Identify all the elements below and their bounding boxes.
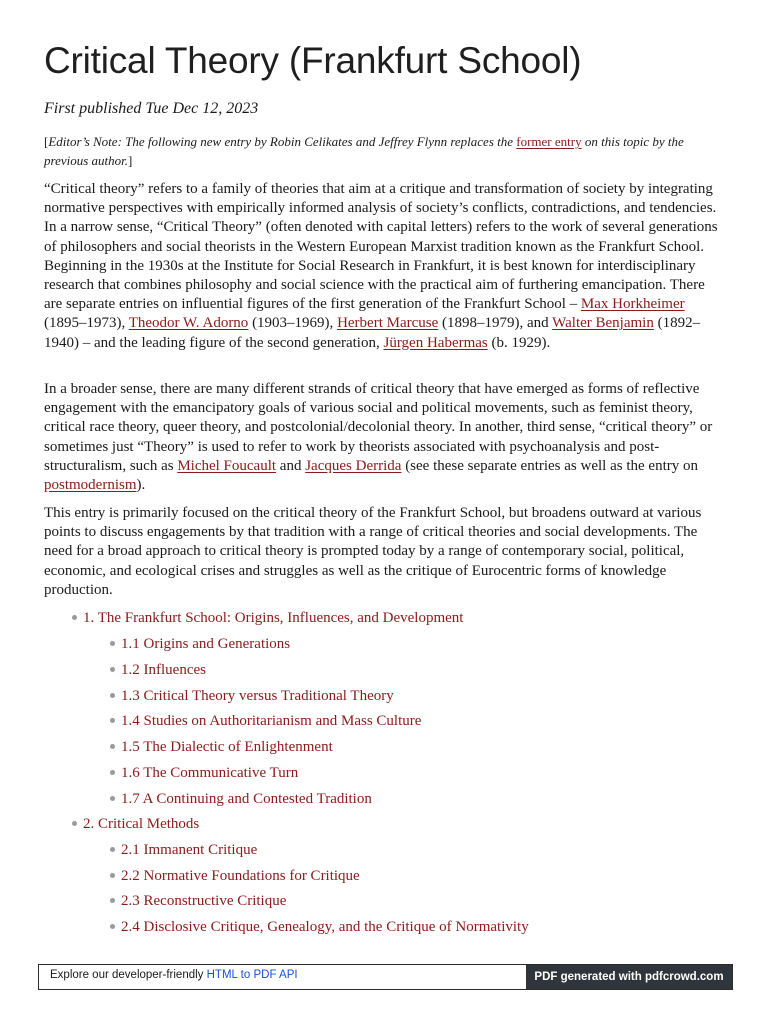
toc-item-section-2-1[interactable] bbox=[110, 841, 257, 859]
pdfcrowd-footer bbox=[38, 964, 733, 990]
toc-item-section-1-4[interactable] bbox=[110, 712, 421, 730]
benjamin-link[interactable]: Walter Benjamin bbox=[552, 315, 654, 332]
bullet-icon bbox=[110, 744, 115, 749]
derrida-link[interactable]: Jacques Derrida bbox=[305, 457, 402, 474]
editor-note-text-after: on this topic by the previous author. bbox=[44, 134, 684, 168]
toc-item-label: 1.1 Origins and Generations bbox=[121, 636, 291, 652]
editor-note-close-bracket: ] bbox=[128, 153, 133, 168]
p1-text: (1898–1979), and bbox=[438, 315, 553, 332]
foucault-link[interactable]: Michel Foucault bbox=[177, 457, 277, 474]
bullet-icon bbox=[110, 693, 115, 698]
editor-note-text-before: Editor’s Note: The following new entry by Robin Celikates and Jeffrey Flynn replaces the bbox=[48, 134, 517, 149]
bullet-icon bbox=[110, 847, 115, 852]
editor-note-open-bracket: [ bbox=[44, 134, 49, 149]
footer-promo bbox=[50, 969, 298, 981]
p2-text: In a broader sense, there are many different strands of critical theory that have emerged as forms of reflective engagement with the emancipatory goals of various social and political movements, such as feminist theory, critical race theory, queer theory, and postcolonial/decolonial theory. In another, third sense, “critical theory” or sometimes just “Theory” is used to refer to work by theorists associated with psychoanalysis and post-structuralism, such as bbox=[44, 381, 713, 474]
publication-date: First published Tue Dec 12, 2023 bbox=[44, 100, 259, 117]
p1-text: (1903–1969), bbox=[248, 315, 338, 332]
toc-item-section-2-3[interactable] bbox=[110, 892, 286, 910]
intro-paragraph-2 bbox=[44, 380, 724, 495]
html-to-pdf-api-link[interactable]: HTML to PDF API bbox=[206, 969, 298, 981]
p1-text: (1895–1973), bbox=[44, 315, 129, 332]
toc-item-label: 2.2 Normative Foundations for Critique bbox=[121, 868, 360, 884]
former-entry-link[interactable]: former entry bbox=[516, 134, 582, 149]
intro-paragraph-1 bbox=[44, 180, 724, 353]
bullet-icon bbox=[110, 873, 115, 878]
bullet-icon bbox=[72, 615, 77, 620]
toc-item-section-2[interactable] bbox=[72, 815, 199, 833]
bullet-icon bbox=[110, 924, 115, 929]
toc-item-section-2-4[interactable] bbox=[110, 918, 529, 936]
toc-item-section-1-1[interactable] bbox=[110, 635, 290, 653]
toc-item-section-1-6[interactable] bbox=[110, 764, 298, 782]
toc-item-label: 1. The Frankfurt School: Origins, Influences, and Development bbox=[83, 610, 464, 626]
page-title: Critical Theory (Frankfurt School) bbox=[44, 40, 582, 81]
p1-text: “Critical theory” refers to a family of theories that aim at a critique and transformation of society by integrating normative perspectives with empirically informed analysis of society’s conflicts, contradictions, and tendencies. In a narrow sense, “Critical Theory” (often denoted with capital letters) refers to the work of several generations of philosophers and social theorists in the Western European Marxist tradition known as the Frankfurt School. Beginning in the 1930s at the Institute for Social Research in Frankfurt, it is best known for interdisciplinary research that combines philosophy and social science with the practical aim of furthering emancipation. There are separate entries on influential figures of the first generation of the Frankfurt School – bbox=[44, 181, 718, 313]
toc-item-label: 1.4 Studies on Authoritarianism and Mass Culture bbox=[121, 713, 422, 729]
pdfcrowd-badge[interactable]: PDF generated with pdfcrowd.com bbox=[526, 965, 732, 989]
toc-item-section-2-2[interactable] bbox=[110, 867, 360, 885]
postmodernism-link[interactable]: postmodernism bbox=[44, 477, 137, 494]
adorno-link[interactable]: Theodor W. Adorno bbox=[128, 315, 249, 332]
bullet-icon bbox=[72, 821, 77, 826]
p2-text: (see these separate entries as well as the entry on bbox=[401, 457, 698, 474]
p2-text: ). bbox=[136, 477, 146, 494]
bullet-icon bbox=[110, 770, 115, 775]
footer-promo-text: Explore our developer-friendly bbox=[50, 969, 207, 981]
bullet-icon bbox=[110, 667, 115, 672]
toc-item-label: 2.3 Reconstructive Critique bbox=[121, 893, 287, 909]
toc-item-label: 2. Critical Methods bbox=[83, 816, 200, 832]
toc-item-label: 2.1 Immanent Critique bbox=[121, 842, 258, 858]
horkheimer-link[interactable]: Max Horkheimer bbox=[580, 296, 685, 313]
intro-paragraph-3: This entry is primarily focused on the critical theory of the Frankfurt School, but broadens outward at various points to discuss engagements by that tradition with a range of critical theories and social developments. The need for a broad approach to critical theory is prompted today by a range of contemporary social, political, economic, and ecological crises and struggles as well as the critique of Eurocentric forms of knowledge production. bbox=[44, 505, 702, 598]
bullet-icon bbox=[110, 898, 115, 903]
editor-note bbox=[44, 132, 724, 170]
p2-text: and bbox=[276, 457, 306, 474]
toc-item-section-1-5[interactable] bbox=[110, 738, 333, 756]
toc-item-label: 1.6 The Communicative Turn bbox=[121, 765, 299, 781]
toc-item-label: 1.2 Influences bbox=[121, 662, 206, 678]
toc-item-label: 1.3 Critical Theory versus Traditional Theory bbox=[121, 688, 394, 704]
toc-item-label: 2.4 Disclosive Critique, Genealogy, and the Critique of Normativity bbox=[121, 919, 529, 935]
marcuse-link[interactable]: Herbert Marcuse bbox=[337, 315, 439, 332]
p1-text: (b. 1929). bbox=[487, 334, 551, 351]
bullet-icon bbox=[110, 718, 115, 723]
toc-item-section-1[interactable] bbox=[72, 609, 463, 627]
toc-item-section-1-2[interactable] bbox=[110, 661, 206, 679]
bullet-icon bbox=[110, 796, 115, 801]
habermas-link[interactable]: Jürgen Habermas bbox=[383, 334, 488, 351]
toc-item-label: 1.7 A Continuing and Contested Tradition bbox=[121, 791, 372, 807]
toc-item-section-1-7[interactable] bbox=[110, 790, 372, 808]
toc-item-label: 1.5 The Dialectic of Enlightenment bbox=[121, 739, 333, 755]
p1-text: (1892–1940) – and the leading figure of the second generation, bbox=[44, 315, 701, 351]
bullet-icon bbox=[110, 641, 115, 646]
toc-item-section-1-3[interactable] bbox=[110, 687, 394, 705]
